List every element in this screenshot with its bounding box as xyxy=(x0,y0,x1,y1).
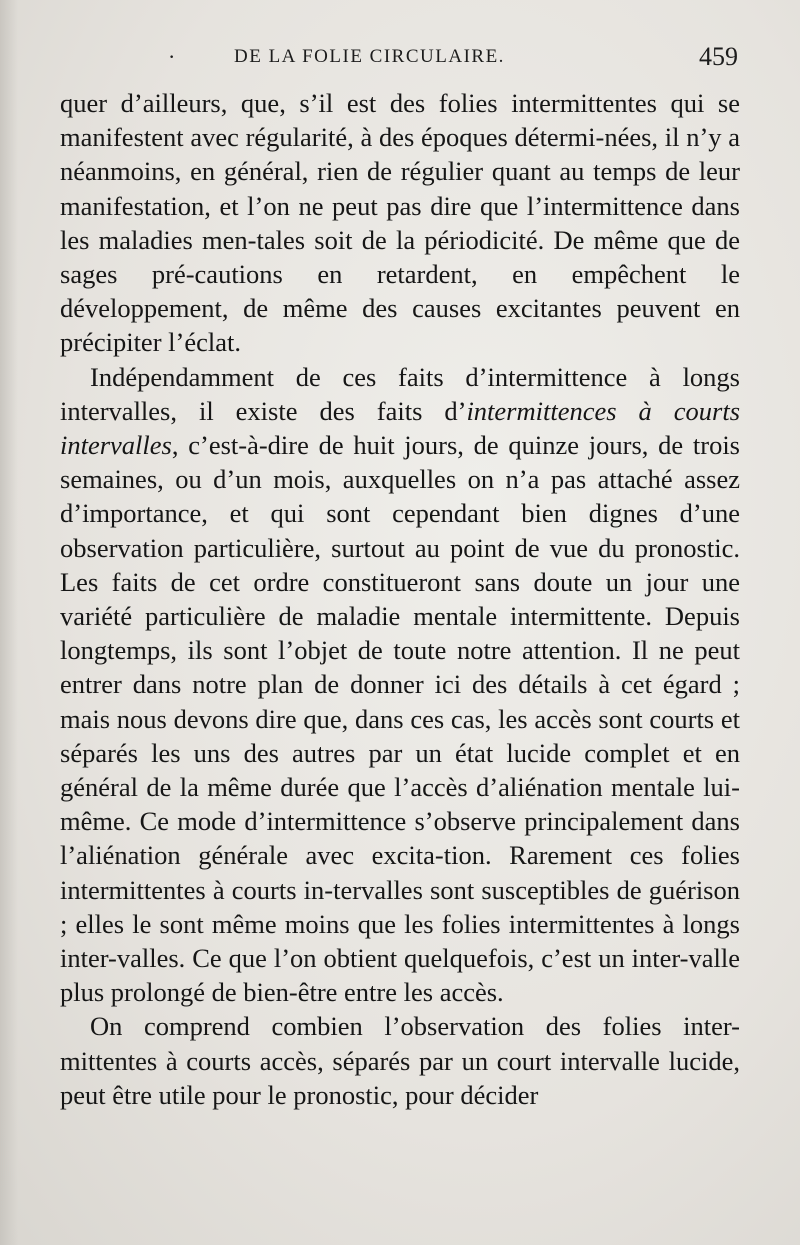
text-run: On comprend combien l’observation des folies inter-mittentes à courts accès, séparés par un court intervalle lucide, peut être utile pour le pronostic, pour décider xyxy=(60,1011,740,1110)
paragraph xyxy=(60,1009,740,1112)
paragraph-continuation xyxy=(60,86,740,360)
page-edge-shadow xyxy=(0,0,18,1245)
text-run: , c’est-à-dire de huit jours, de quinze jours, de trois semaines, ou d’un mois, auxquelles on n’a pas attaché assez d’importance, et qui sont cependant bien dignes d’une observation particulière, surtout au point de vue du pronostic. Les faits de cet ordre constitueront sans doute un jour une variété particulière de maladie mentale intermittente. Depuis longtemps, ils sont l’objet de toute notre attention. Il ne peut entrer dans notre plan de donner ici des détails à cet égard ; mais nous devons dire que, dans ces cas, les accès sont courts et séparés les uns des autres par un état lucide complet et en général de la même durée que l’accès d’aliénation mentale lui-même. Ce mode d’intermittence s’observe principalement dans l’aliénation générale avec excita-tion. Rarement ces folies intermittentes à courts in-tervalles sont susceptibles de guérison ; elles le sont même moins que les folies intermittentes à longs inter-valles. Ce que l’on obtient quelquefois, c’est un inter-valle plus prolongé de bien-être entre les accès. xyxy=(60,430,740,1008)
header-title: DE LA FOLIE CIRCULAIRE. xyxy=(234,46,505,67)
paragraph xyxy=(60,360,740,1010)
running-header xyxy=(60,42,740,78)
text-run: Indépendamment de ces faits d’intermittence à longs intervalles, il existe des faits d’ xyxy=(60,361,740,426)
page-number: 459 xyxy=(699,42,738,71)
italic-text-run: intermittences à courts intervalles xyxy=(60,395,741,461)
body-text xyxy=(60,86,740,1112)
header-dot: · xyxy=(168,44,176,69)
text-run: quer d’ailleurs, que, s’il est des folies intermittentes qui se manifestent avec régularité, à des époques détermi-nées, il n’y a néanmoins, en général, rien de régulier quant au temps de leur manifestation, et l’on ne peut pas dire que l’intermittence dans les maladies men-tales soit de la périodicité. De même que de sages pré-cautions en retardent, en empêchent le développement, de même des causes excitantes peuvent en précipiter l’éclat. xyxy=(60,88,740,358)
